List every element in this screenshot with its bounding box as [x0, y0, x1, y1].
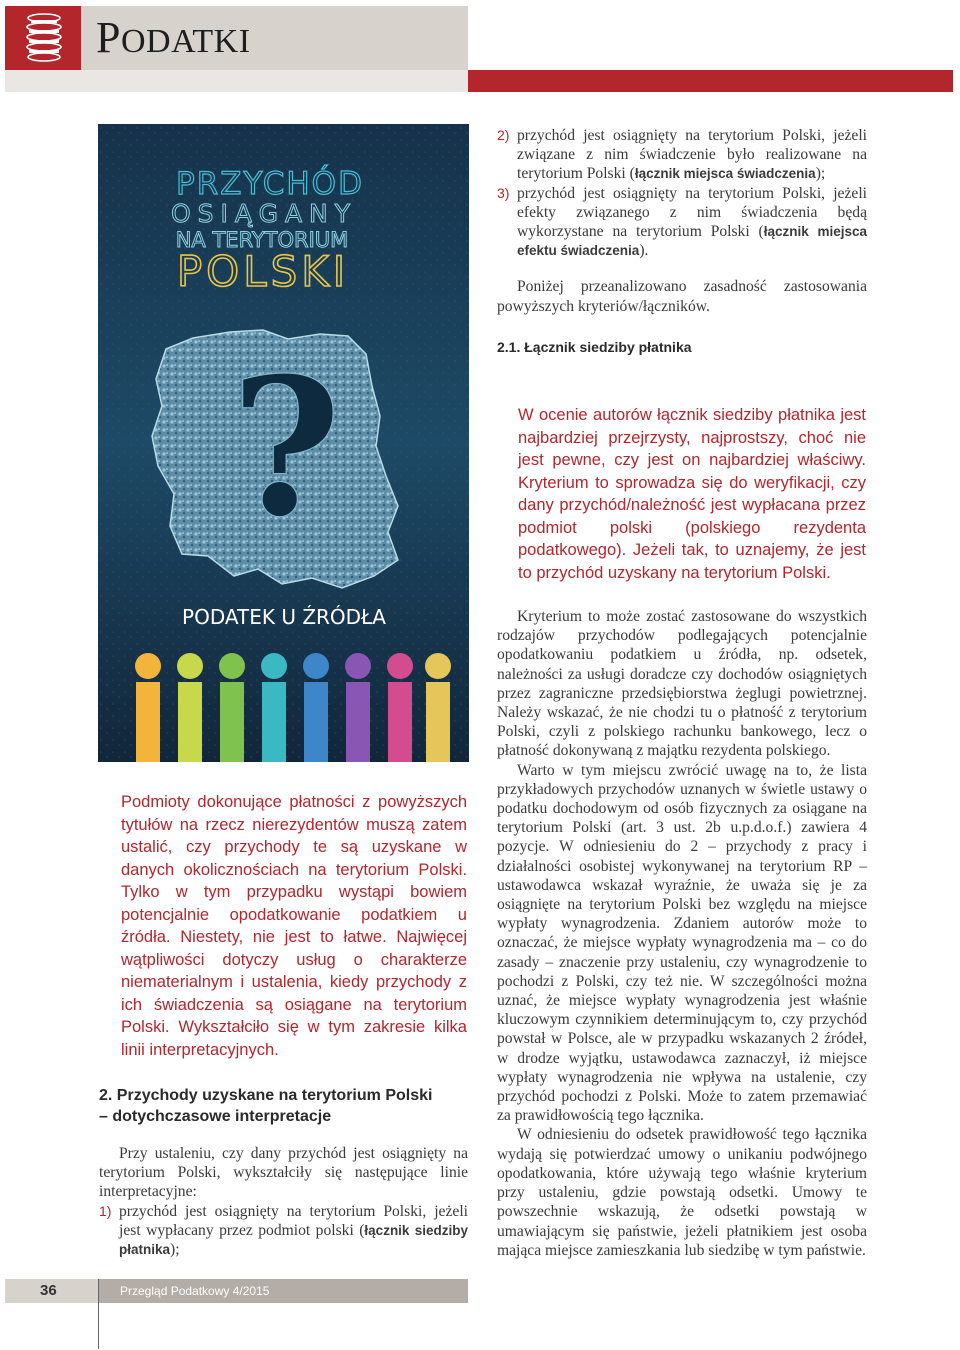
criteria-list-top	[497, 126, 867, 316]
poster-title-line4: POLSKI	[176, 247, 350, 296]
header-band	[5, 70, 468, 92]
publication-name: Przegląd Podatkowy 4/2015	[120, 1284, 270, 1298]
section-heading-2: 2. Przychody uzyskane na terytorium Polski – dotychczasowe interpretacje	[99, 1087, 433, 1125]
poster-title-line3: NA TERYTORIUM	[175, 228, 349, 252]
right-column-body: Kryterium to może zostać zastosowane do wszystkich rodzajów przychodów podlegających potencjalnie opodatkowaniu podatkiem u źródła, np. odsetek, należności za usługi doradcze czy dochodów osiągniętych przez zagraniczne przedsiębiorstwa żeglugi powietrznej. Należy wskazać, że nie chodzi tu o płatność z terytorium Polski, czyli z polskiego rachunku bankowego, lecz o płatność dokonywaną z majątku rezydenta polskiego. Warto w tym miejscu zwrócić uwagę na to, że lista przykładowych przychodów uznanych w świetle ustawy o podatku dochodowym od osób fizycznych za osiągane na terytorium Polski (art. 3 ust. 2b u.p.d.o.f.) zawiera 4 pozycje. W odniesieniu do 2 – przychody z pracy i działalności osobistej wykonywanej na terytorium RP – ustawodawca wskazał wyraźnie, że uważa się je za osiągnięte na terytorium Polski bez względu na miejsce wypłaty wynagrodzenia. Zdaniem autorów może to oznaczać, że miejsce wypłaty wynagrodzenia ma – co do zasady – znaczenie przy ustaleniu, czy wynagrodzenie to pochodzi z Polski, czy też nie. W szczególności można uznać, że miejsce wypłaty wynagrodzenia jest właśnie kluczowym czynnikiem determinującym to, czy przychód powstał w Polsce, ale w przypadku wskazanych 2 źródeł, w drodze wyjątku, ustawodawca zaznaczył, iż miejsce wypłaty wynagrodzenia nie wpływa na ustalenie, czy przychód pochodzi z Polski. Może to zatem przemawiać za prawidłowością tego łącznika. W odniesieniu do odsetek prawidłowość tego łącznika wydają się potwierdzać umowy o unikaniu podwójnego opodatkowania, które używają tego właśnie kryterium przy ustaleniu, gdzie powstają odsetki. Umowy te powszechnie wskazują, że odsetki powstają w umawiającym się państwie, jeżeli płatnikiem jest osoba mająca miejsce zamieszkania lub siedzibę w tym państwie.	[497, 608, 867, 1259]
page-number: 36	[40, 1282, 57, 1299]
footer-divider	[98, 1279, 99, 1349]
poster-subtitle: PODATEK U ŹRÓDŁA	[182, 605, 386, 629]
page-title: PODATKI	[96, 13, 251, 62]
poster-illustration	[98, 124, 469, 762]
question-mark: ?	[230, 336, 342, 559]
section-2-body: Przy ustaleniu, czy dany przychód jest osiągnięty na terytorium Polski, wykształciły się następujące linie interpretacyjne: 1) przychód jest osiągnięty na terytorium Polski, jeżeli jest wypłacany przez podmiot polski (łącznik siedziby płatnika);	[99, 1145, 468, 1259]
poster-title-line2: OSIĄGANY	[170, 199, 358, 228]
callout-left: Podmioty dokonujące płatności z powyższych tytułów na rzecz nierezydentów muszą zatem ustalić, czy przychody te są uzyskane w danych okolicznościach na terytorium Polski. Tylko w tym przypadku wystąpi bowiem potencjalnie opodatkowanie podatkiem u źródła. Niestety, nie jest to łatwe. Najwięcej wątpliwości dotyczy usług o charakterze niematerialnym i ustalenia, kiedy przychody z ich świadczenia są osiągane na terytorium Polski. Wykształciło się w tym zakresie kilka linii interpretacyjnych.	[121, 793, 467, 1059]
coins-logo-icon	[22, 10, 66, 64]
section-heading-2-1: 2.1. Łącznik siedziby płatnika	[497, 339, 692, 355]
list-item: 3) przychód jest osiągnięty na terytorium Polski, jeżeli efekty związanego z nim świadczenia będą wykorzystane na terytorium Polski (łącznik miejsca efektu świadczenia).	[497, 184, 867, 260]
list-item: 2) przychód jest osiągnięty na terytorium Polski, jeżeli związane z nim świadczenie było realizowane na terytorium Polski (łącznik miejsca świadczenia);	[497, 127, 867, 183]
callout-right: W ocenie autorów łącznik siedziby płatnika jest najbardziej przejrzysty, najprostszy, choć nie jest pewne, czy jest on najbardziej właściwy. Kryterium to sprowadza się do weryfikacji, czy dany przychód/należność jest wypłacana przez podmiot polski (polskiego rezydenta podatkowego). Jeżeli tak, to uznajemy, że jest to przychód uzyskany na terytorium Polski.	[518, 406, 866, 582]
list-item: 1) przychód jest osiągnięty na terytorium Polski, jeżeli jest wypłacany przez podmiot polski (łącznik siedziby płatnika);	[99, 1202, 468, 1259]
criteria-intro: Poniżej przeanalizowano zasadność zastosowania powyższych kryteriów/łączników.	[497, 278, 867, 315]
header-accent-bar	[468, 70, 953, 92]
poster-title-line1: PRZYCHÓD	[176, 166, 364, 202]
